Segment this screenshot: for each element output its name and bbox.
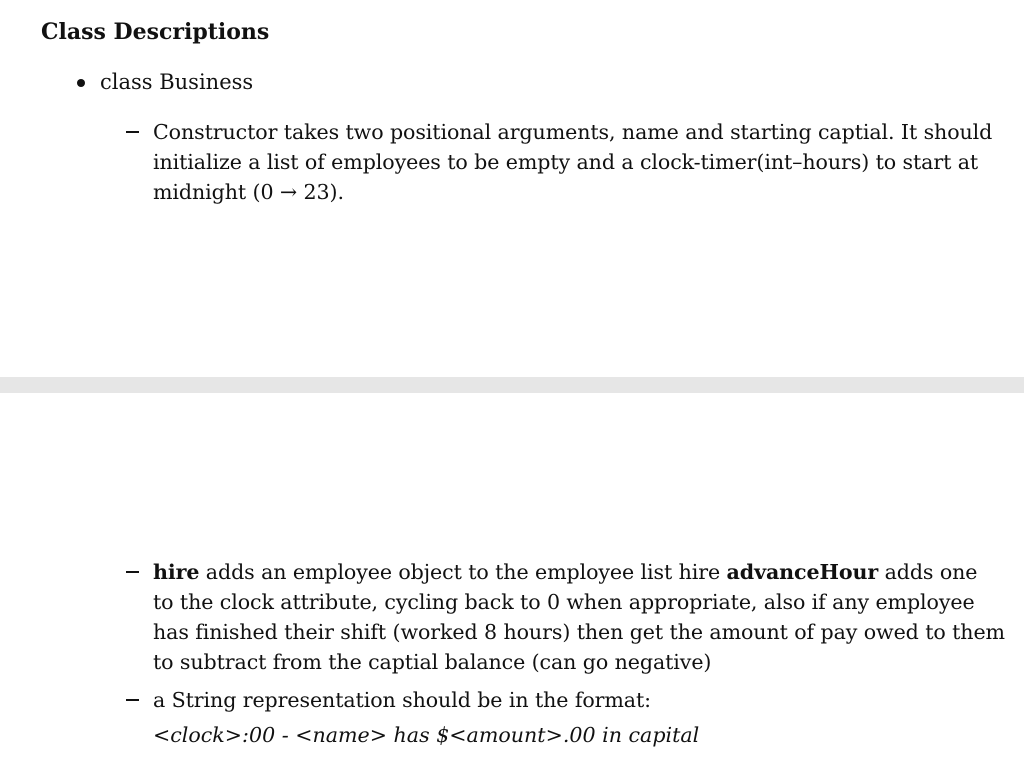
class-name-label: class Business — [100, 70, 254, 94]
hire-line-3: has finished their shift (worked 8 hours) then get the amount of pay owed to them — [153, 620, 1005, 644]
string-line-1: a String representation should be in the format: — [153, 688, 651, 712]
hire-keyword: hire — [153, 560, 200, 584]
section-heading: Class Descriptions — [41, 19, 270, 45]
hire-line-2: to the clock attribute, cycling back to 0 when appropriate, also if any employee — [153, 590, 975, 614]
dash-marker — [126, 117, 144, 147]
page-divider — [0, 377, 1024, 393]
constructor-description — [153, 117, 1007, 207]
advance-hour-keyword: advanceHour — [726, 560, 879, 584]
hire-line-4: to subtract from the captial balance (can go negative) — [153, 650, 712, 674]
constructor-line-3: midnight (0 → 23). — [153, 180, 344, 204]
constructor-line-2: initialize a list of employees to be empty and a clock-timer(int–hours) to start at — [153, 150, 979, 174]
string-format: <clock>:00 - <name> has $<amount>.00 in capital — [153, 723, 700, 747]
advance-hour-text: adds one — [878, 560, 978, 584]
string-description — [153, 685, 1007, 715]
constructor-line-1: Constructor takes two positional arguments, name and starting captial. It should — [153, 120, 993, 144]
hire-description — [153, 557, 1007, 677]
hire-line-1 — [153, 557, 1007, 587]
dash-marker — [126, 685, 144, 715]
bullet-marker — [76, 69, 86, 97]
dash-marker — [126, 557, 144, 587]
hire-text: adds an employee object to the employee list hire — [199, 560, 727, 584]
